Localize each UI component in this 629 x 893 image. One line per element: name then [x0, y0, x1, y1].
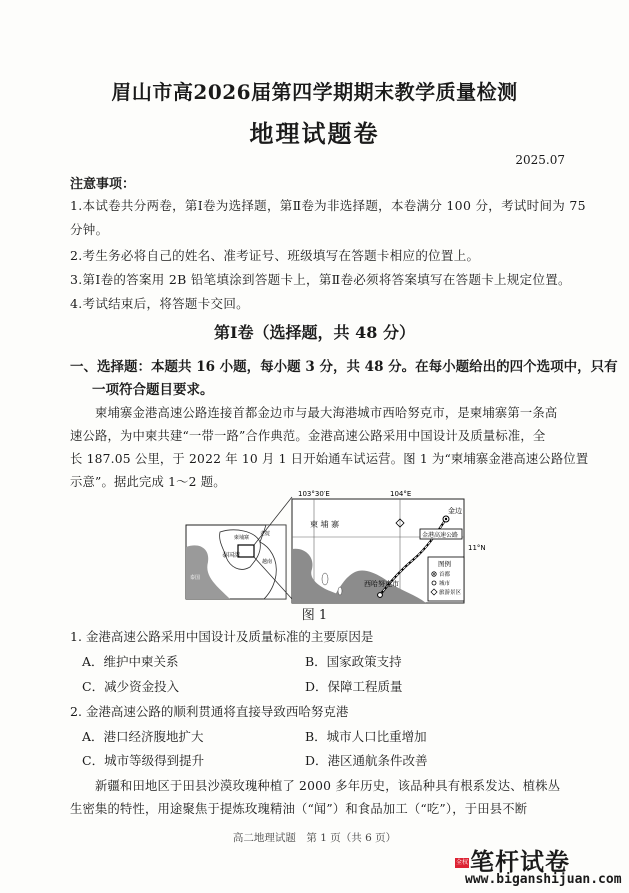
watermark-url: www.biganshijuan.com	[465, 872, 622, 887]
passage-2-line-2: 生密集的特性，用途聚焦于提炼玫瑰精油（“闻”）和食品加工（“吃”），于田县不断	[70, 802, 528, 816]
exam-title: 眉山市高2026届第四学期期末教学质量检测	[111, 80, 518, 104]
question-1-option-d: D．保障工程质量	[305, 679, 403, 694]
passage-1-line-1: 柬埔寨金港高速公路连接首都金边市与最大海港城市西哈努克市，是柬埔寨第一条高	[95, 406, 558, 420]
section-1-title: 第Ⅰ卷（选择题，共 48 分）	[214, 323, 415, 342]
question-1-stem: 1. 金港高速公路采用中国设计及质量标准的主要原因是	[70, 629, 374, 644]
inset-map	[186, 497, 292, 599]
notice-item-1: 1.本试卷共分两卷，第Ⅰ卷为选择题，第Ⅱ卷为非选择题，本卷满分 100 分，考试时间为 75	[70, 198, 586, 213]
question-2-option-d: D．港区通航条件改善	[305, 753, 428, 768]
capital-label: 金边	[448, 507, 462, 515]
inset-label-vietnam: 越南	[262, 559, 273, 565]
question-1-option-a: A．维护中柬关系	[82, 654, 179, 669]
port-city-label: 西哈努克市	[364, 580, 399, 588]
inset-label-cambodia: 柬埔寨	[234, 535, 250, 541]
watermark-stamp: 全权	[455, 859, 468, 866]
question-2-option-c: C．城市等级得到提升	[82, 753, 205, 768]
passage-1-line-4: 示意”。据此完成 1～2 题。	[70, 475, 226, 489]
figure-1-map	[180, 487, 486, 605]
notice-item-4: 4.考试结束后，将答题卡交回。	[70, 296, 249, 311]
notice-item-3: 3.第Ⅰ卷的答案用 2B 铅笔填涂到答题卡上，第Ⅱ卷必须将答案填写在答题卡上规定位置。	[70, 272, 571, 287]
notice-heading: 注意事项：	[70, 177, 136, 192]
legend-title: 图例	[438, 560, 451, 568]
passage-2-line-1: 新疆和田地区于田县沙漠玫瑰种植了 2000 多年历史，该品种具有根系发达、植株丛	[95, 779, 561, 793]
legend-scenic: 旅游景区	[439, 590, 462, 596]
passage-1-line-2: 速公路，为中柬共建“一带一路”合作典范。金港高速公路采用中国设计及质量标准，全	[70, 429, 546, 443]
page-footer: 高二地理试题 第 1 页（共 6 页）	[232, 832, 397, 844]
part-1-instructions: 一、选择题：本题共 16 小题，每小题 3 分，共 48 分。在每小题给出的四个选项中，只有	[70, 359, 618, 375]
notice-item-2: 2.考生务必将自己的姓名、准考证号、班级填写在答题卡相应的位置上。	[70, 248, 480, 263]
notice-item-1-cont: 分钟。	[70, 222, 109, 237]
lon-label-2: 104°E	[390, 490, 412, 498]
watermark-brand: 笔杆试卷	[470, 848, 570, 876]
question-1-option-b: B．国家政策支持	[305, 654, 402, 669]
inset-label-laos: 老挝	[260, 531, 271, 537]
passage-1-line-3: 长 187.05 公里，于 2022 年 10 月 1 日开始通车试运营。图 1 为“柬埔寨金港高速公路位置	[70, 452, 589, 466]
lat-label: 11°N	[468, 544, 486, 552]
legend-capital: 首都	[439, 572, 451, 578]
question-2-option-b: B．城市人口比重增加	[305, 729, 427, 744]
question-1-option-c: C．减少资金投入	[82, 679, 180, 694]
figure-caption: 图 1	[301, 608, 328, 623]
country-label: 柬 埔 寨	[310, 520, 340, 529]
lon-label-1: 103°30′E	[298, 490, 330, 498]
inset-label-thailand: 泰国	[190, 575, 201, 581]
main-map	[292, 490, 486, 603]
exam-date: 2025.07	[515, 153, 565, 167]
question-2-stem: 2. 金港高速公路的顺利贯通将直接导致西哈努克港	[70, 704, 349, 719]
question-2-option-a: A．港口经济腹地扩大	[82, 729, 204, 744]
exam-subtitle: 地理试题卷	[249, 119, 380, 148]
part-1-instructions-cont: 一项符合题目要求。	[92, 382, 214, 398]
legend-city: 城市	[439, 581, 451, 587]
highway-label: 金港高速公路	[422, 532, 459, 539]
inset-label-gulf: 泰国湾	[222, 552, 241, 559]
